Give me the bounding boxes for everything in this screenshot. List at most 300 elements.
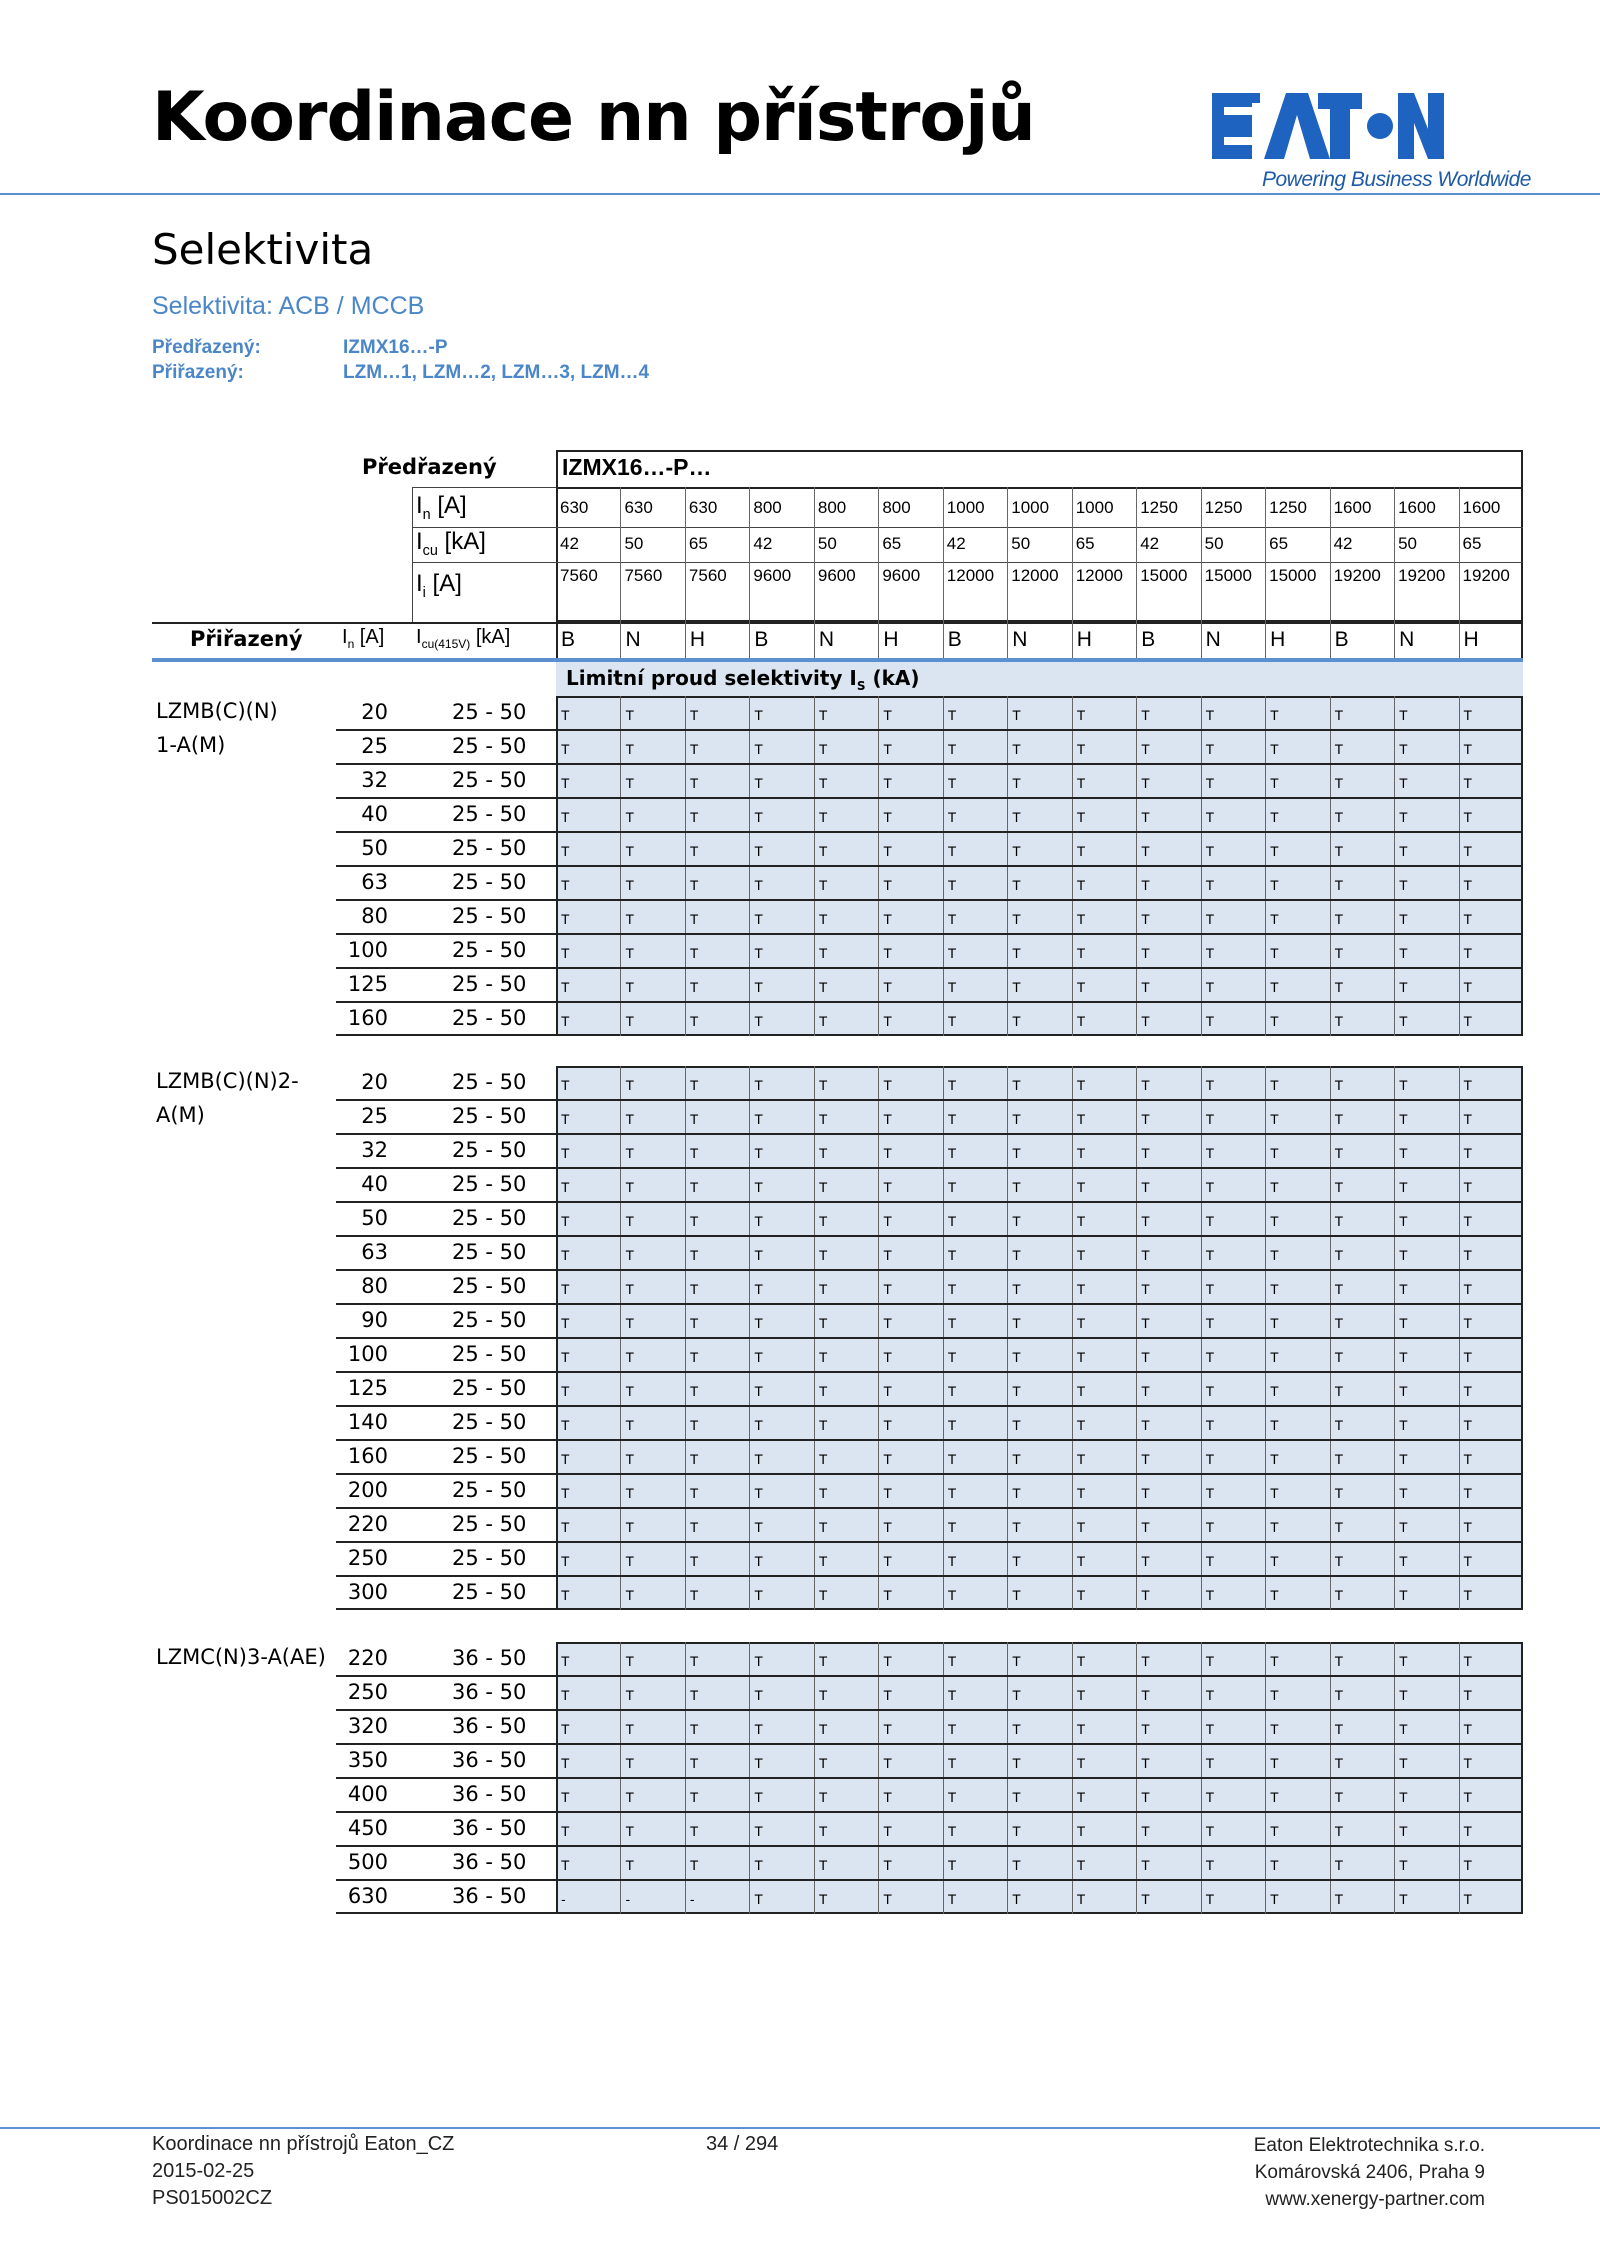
selectivity-cell: T	[1205, 1247, 1215, 1263]
footer-address: Komárovská 2406, Praha 9	[1254, 2162, 1485, 2183]
selectivity-cell: T	[1334, 1383, 1344, 1399]
selectivity-cell: T	[1141, 741, 1150, 757]
row-line	[336, 1201, 1523, 1203]
footer-page-number: 34 / 294	[706, 2133, 779, 2155]
group-name: LZMB(C)(N)	[156, 699, 278, 723]
upstream-icu-cell: 42	[560, 534, 579, 553]
selectivity-cell: T	[1334, 1721, 1344, 1737]
upstream-in-cell: 1250	[1269, 498, 1307, 517]
row-in: 350	[347, 1748, 388, 1772]
selectivity-cell: T	[1270, 945, 1279, 961]
selectivity-cell: T	[1463, 1383, 1473, 1399]
selectivity-cell: T	[1076, 1281, 1086, 1297]
selectivity-cell: T	[625, 1823, 635, 1839]
selectivity-cell: T	[947, 1553, 957, 1569]
selectivity-cell: T	[625, 1485, 635, 1501]
selectivity-cell: T	[1012, 1687, 1021, 1703]
selectivity-cell: T	[1012, 1857, 1021, 1873]
selectivity-cell: T	[561, 843, 570, 859]
upstream-icu-cell: 42	[753, 534, 773, 553]
upstream-icu-cell: 42	[1140, 534, 1160, 553]
selectivity-cell: T	[818, 1349, 828, 1365]
selectivity-cell: T	[689, 1721, 699, 1737]
selectivity-cell: T	[689, 1013, 699, 1029]
selectivity-cell: T	[689, 911, 699, 927]
selectivity-cell: T	[1205, 1315, 1215, 1331]
row-line	[336, 1879, 1523, 1881]
section-title: Selektivita	[152, 225, 374, 274]
selectivity-cell: T	[1270, 877, 1279, 893]
upstream-icu-cell: 50	[624, 534, 644, 553]
selectivity-cell: T	[1399, 775, 1408, 791]
selectivity-cell: T	[754, 911, 763, 927]
header-col-divider	[1330, 487, 1331, 622]
header-col-divider	[1394, 487, 1395, 622]
selectivity-cell: T	[947, 1789, 957, 1805]
selectivity-cell: T	[689, 741, 699, 757]
selectivity-cell: T	[561, 1013, 570, 1029]
selectivity-cell: T	[1399, 707, 1408, 723]
selectivity-cell: T	[754, 1315, 763, 1331]
selectivity-cell: T	[1463, 1721, 1473, 1737]
selectivity-cell: T	[1076, 1077, 1086, 1093]
row-in: 80	[361, 904, 388, 928]
selectivity-cell: T	[1076, 1587, 1086, 1603]
selectivity-cell: T	[1205, 1213, 1215, 1229]
row-icu: 25 - 50	[452, 972, 527, 996]
selectivity-cell: T	[1141, 1213, 1150, 1229]
selectivity-cell: T	[689, 979, 699, 995]
upstream-type-cell: N	[818, 628, 835, 651]
row-in: 630	[347, 1884, 388, 1908]
selectivity-cell: T	[1463, 979, 1473, 995]
selectivity-cell: T	[1399, 1383, 1408, 1399]
type-col-divider	[1459, 622, 1460, 658]
upstream-in-cell: 630	[688, 498, 718, 517]
selectivity-cell: T	[947, 1145, 957, 1161]
selectivity-cell: T	[561, 1349, 570, 1365]
selectivity-cell: T	[1076, 1145, 1086, 1161]
upstream-ii-cell: 15000	[1269, 566, 1317, 585]
upstream-type-cell: N	[1205, 628, 1221, 651]
row-in: 200	[347, 1478, 388, 1502]
selectivity-cell: T	[754, 1687, 763, 1703]
upstream-ii-cell: 15000	[1140, 566, 1188, 585]
upstream-in-cell: 1000	[1011, 498, 1050, 517]
upstream-ii-cell: 19200	[1333, 566, 1381, 585]
selectivity-cell: T	[754, 1823, 763, 1839]
selectivity-cell: T	[561, 1653, 570, 1669]
selectivity-cell: T	[883, 979, 892, 995]
selectivity-cell: T	[1270, 1349, 1279, 1365]
selectivity-cell: T	[1334, 1485, 1344, 1501]
selectivity-cell: T	[1076, 945, 1086, 961]
selectivity-cell: T	[1270, 1111, 1279, 1127]
selectivity-cell: T	[1270, 775, 1279, 791]
selectivity-cell: T	[818, 1891, 828, 1907]
selectivity-cell: T	[1012, 1213, 1021, 1229]
selectivity-cell: T	[689, 1587, 699, 1603]
header-col-divider	[943, 487, 944, 622]
selectivity-cell: T	[1463, 1013, 1473, 1029]
selectivity-cell: T	[754, 1721, 763, 1737]
selectivity-cell: T	[625, 1349, 635, 1365]
selectivity-cell: T	[1205, 1891, 1215, 1907]
selectivity-cell: T	[1141, 1179, 1150, 1195]
selectivity-cell: T	[625, 1687, 635, 1703]
selectivity-cell: T	[561, 1111, 570, 1127]
type-col-divider	[814, 622, 815, 658]
row-icu: 25 - 50	[452, 1546, 527, 1570]
selectivity-cell: T	[625, 741, 635, 757]
header-col-divider	[1007, 487, 1008, 622]
selectivity-cell: T	[1334, 1587, 1344, 1603]
in-row-label-subscript: n	[422, 506, 431, 523]
selectivity-cell: T	[754, 1417, 763, 1433]
selectivity-cell: T	[883, 911, 892, 927]
selectivity-cell: T	[1012, 809, 1021, 825]
selectivity-cell: T	[1270, 1553, 1279, 1569]
selectivity-cell: T	[1334, 1789, 1344, 1805]
selectivity-cell: T	[561, 1553, 570, 1569]
upstream-type-cell: H	[689, 628, 706, 651]
selectivity-cell: T	[625, 1179, 635, 1195]
row-icu: 25 - 50	[452, 1206, 527, 1230]
selectivity-cell: T	[947, 1013, 957, 1029]
selectivity-cell: T	[1205, 741, 1215, 757]
row-line	[336, 1269, 1523, 1271]
selectivity-cell: T	[689, 1111, 699, 1127]
selectivity-cell: T	[947, 1179, 957, 1195]
selectivity-cell: T	[625, 1789, 635, 1805]
selectivity-cell: T	[947, 1349, 957, 1365]
row-line	[336, 1541, 1523, 1543]
selectivity-cell: T	[1270, 1857, 1279, 1873]
upstream-icu-cell: 50	[1011, 534, 1031, 553]
selectivity-cell: T	[1141, 1721, 1150, 1737]
selectivity-cell: T	[1076, 775, 1086, 791]
selectivity-cell: T	[818, 1519, 828, 1535]
selectivity-cell: T	[1012, 1247, 1021, 1263]
icu-row-label	[416, 528, 486, 559]
selectivity-cell: T	[561, 1721, 570, 1737]
upstream-in-cell: 1600	[1333, 498, 1372, 517]
selectivity-cell: T	[561, 979, 570, 995]
selectivity-cell: T	[883, 1247, 892, 1263]
selectivity-cell: T	[754, 741, 763, 757]
selectivity-cell: T	[1141, 1013, 1150, 1029]
selectivity-cell: T	[883, 1823, 892, 1839]
selectivity-cell: T	[818, 843, 828, 859]
selectivity-cell: T	[883, 1653, 892, 1669]
selectivity-cell: T	[754, 1653, 763, 1669]
selectivity-cell: T	[1270, 1891, 1279, 1907]
row-icu: 25 - 50	[452, 1478, 527, 1502]
selectivity-cell: T	[625, 1013, 635, 1029]
row-icu: 25 - 50	[452, 1580, 527, 1604]
upstream-in-cell: 800	[817, 498, 847, 517]
selectivity-cell: T	[818, 1857, 828, 1873]
upstream-label: Předřazený:	[152, 337, 261, 358]
upstream-icu-cell: 42	[1333, 534, 1353, 553]
selectivity-cell: T	[1205, 775, 1215, 791]
selectivity-cell: T	[1334, 1653, 1344, 1669]
selectivity-cell: T	[1141, 979, 1150, 995]
selectivity-cell: T	[754, 1383, 763, 1399]
selectivity-cell: T	[689, 1653, 699, 1669]
upstream-type-cell: B	[561, 628, 576, 651]
selectivity-cell: T	[1270, 1077, 1279, 1093]
col-in-label-subscript: n	[347, 637, 355, 651]
selectivity-cell: T	[883, 1013, 892, 1029]
selectivity-cell: T	[1076, 979, 1086, 995]
selectivity-cell: -	[689, 1891, 695, 1907]
selectivity-cell: T	[754, 1145, 763, 1161]
selectivity-cell: T	[883, 1857, 892, 1873]
upstream-type-cell: B	[1141, 628, 1156, 651]
selectivity-cell: T	[1399, 1823, 1408, 1839]
selectivity-cell: T	[1141, 1519, 1150, 1535]
selectivity-cell: T	[625, 1451, 635, 1467]
selectivity-cell: T	[689, 1789, 699, 1805]
group-name-line2: A(M)	[156, 1103, 205, 1127]
section-subtitle: Selektivita: ACB / MCCB	[152, 292, 425, 320]
row-in: 32	[361, 768, 388, 792]
row-icu: 36 - 50	[452, 1646, 527, 1670]
selectivity-cell: T	[818, 1077, 828, 1093]
row-in: 220	[347, 1512, 388, 1536]
row-in: 80	[361, 1274, 388, 1298]
selectivity-cell: T	[1076, 1519, 1086, 1535]
selectivity-cell: T	[754, 1451, 763, 1467]
selectivity-cell: T	[561, 877, 570, 893]
selectivity-cell: T	[883, 1383, 892, 1399]
selectivity-cell: T	[561, 741, 570, 757]
row-icu: 25 - 50	[452, 1104, 527, 1128]
row-icu: 25 - 50	[452, 802, 527, 826]
selectivity-cell: T	[1076, 843, 1086, 859]
row-line	[336, 729, 1523, 731]
selectivity-cell: T	[689, 1553, 699, 1569]
header-row-line-top	[412, 487, 556, 488]
selectivity-cell: T	[1141, 1553, 1150, 1569]
upstream-type-cell: H	[1270, 628, 1286, 651]
selectivity-cell: T	[1334, 1077, 1344, 1093]
upstream-in-cell: 1000	[1075, 498, 1114, 517]
selectivity-cell: T	[1270, 1823, 1279, 1839]
upstream-type-cell: B	[754, 628, 769, 651]
selectivity-cell: T	[1399, 877, 1408, 893]
footer-company: Eaton Elektrotechnika s.r.o.	[1253, 2135, 1485, 2156]
row-icu: 36 - 50	[452, 1782, 527, 1806]
selectivity-cell: T	[689, 1179, 699, 1195]
type-row-left	[556, 622, 558, 658]
selectivity-cell: T	[1141, 1247, 1150, 1263]
row-in: 32	[361, 1138, 388, 1162]
selectivity-cell: T	[883, 1179, 892, 1195]
selectivity-cell: T	[1463, 1111, 1473, 1127]
header-col-divider	[1201, 487, 1202, 622]
upstream-in-cell: 1000	[946, 498, 985, 517]
selectivity-cell: T	[1205, 1383, 1215, 1399]
upstream-ii-cell: 19200	[1398, 566, 1446, 585]
selectivity-cell: T	[1270, 1587, 1279, 1603]
selectivity-cell: T	[947, 1687, 957, 1703]
selectivity-cell: T	[1012, 1145, 1021, 1161]
upstream-icu-cell: 50	[1204, 534, 1224, 553]
selectivity-cell: T	[1076, 809, 1086, 825]
row-icu: 36 - 50	[452, 1680, 527, 1704]
ii-row-label-subscript: i	[422, 584, 426, 601]
selectivity-cell: T	[689, 1687, 699, 1703]
selectivity-cell: T	[561, 1823, 570, 1839]
selectivity-cell: T	[1463, 1451, 1473, 1467]
selectivity-cell: T	[1334, 1687, 1344, 1703]
selectivity-cell: T	[625, 1213, 635, 1229]
selectivity-cell: T	[1270, 1383, 1279, 1399]
row-line	[336, 1337, 1523, 1339]
selectivity-cell: T	[883, 843, 892, 859]
page-title: Koordinace nn přístrojů	[152, 78, 1035, 157]
row-line	[336, 1743, 1523, 1745]
selectivity-cell: T	[1141, 877, 1150, 893]
upstream-in-cell: 630	[624, 498, 653, 517]
row-line-last	[336, 1912, 556, 1914]
selectivity-cell: T	[818, 1755, 828, 1771]
selectivity-cell: T	[754, 1553, 763, 1569]
selectivity-cell: T	[818, 1247, 828, 1263]
selectivity-cell: T	[1012, 1111, 1021, 1127]
row-line	[336, 763, 1523, 765]
selectivity-cell: T	[1399, 1451, 1408, 1467]
selectivity-cell: T	[1399, 1281, 1408, 1297]
selectivity-cell: T	[883, 1145, 892, 1161]
selectivity-cell: T	[561, 1247, 570, 1263]
row-in: 300	[347, 1580, 388, 1604]
selectivity-cell: T	[1205, 1653, 1215, 1669]
selectivity-cell: T	[883, 1553, 892, 1569]
icu-row-label-subscript: cu	[422, 542, 438, 559]
row-line-last	[336, 1608, 556, 1610]
selectivity-cell: T	[1463, 1077, 1473, 1093]
selectivity-cell: T	[883, 1587, 892, 1603]
selectivity-cell: T	[883, 707, 892, 723]
selectivity-cell: T	[754, 1519, 763, 1535]
upstream-icu-cell: 65	[688, 534, 708, 553]
selectivity-cell: T	[1012, 1451, 1021, 1467]
selectivity-cell: T	[947, 1891, 957, 1907]
selectivity-cell: T	[754, 809, 763, 825]
selectivity-cell: T	[625, 1857, 635, 1873]
upstream-icu-cell: 65	[1462, 534, 1482, 553]
selectivity-cell: T	[883, 1077, 892, 1093]
type-col-divider	[1394, 622, 1395, 658]
upstream-icu-cell: 65	[1075, 534, 1095, 553]
selectivity-cell: T	[883, 1485, 892, 1501]
selectivity-cell: T	[689, 775, 699, 791]
row-in: 20	[361, 1070, 388, 1094]
selectivity-cell: T	[625, 1721, 635, 1737]
selectivity-cell: T	[1270, 1179, 1279, 1195]
row-line	[336, 1507, 1523, 1509]
selectivity-cell: T	[818, 1451, 828, 1467]
selectivity-cell: T	[883, 775, 892, 791]
selectivity-cell: T	[1205, 1553, 1215, 1569]
selectivity-cell: T	[625, 1755, 635, 1771]
selectivity-cell: T	[947, 1213, 957, 1229]
ii-row-label-symbol: I	[416, 570, 423, 597]
row-icu: 25 - 50	[452, 1138, 527, 1162]
row-line-last	[336, 1034, 556, 1036]
selectivity-cell: T	[689, 1315, 699, 1331]
selectivity-cell: T	[1270, 1315, 1279, 1331]
row-icu: 25 - 50	[452, 768, 527, 792]
selectivity-cell: T	[818, 979, 828, 995]
selectivity-cell: T	[1012, 1755, 1021, 1771]
selectivity-cell: T	[1463, 1213, 1473, 1229]
selectivity-cell: T	[1012, 1349, 1021, 1365]
selectivity-cell: T	[1334, 1891, 1344, 1907]
selectivity-cell: T	[754, 1891, 763, 1907]
upstream-ii-cell: 12000	[946, 566, 995, 585]
selectivity-cell: T	[1463, 877, 1473, 893]
selectivity-cell: T	[754, 979, 763, 995]
selectivity-cell: T	[689, 1519, 699, 1535]
selectivity-cell: T	[754, 707, 763, 723]
selectivity-cell: T	[1463, 741, 1473, 757]
selectivity-cell: T	[625, 1315, 635, 1331]
selectivity-cell: T	[1076, 1789, 1086, 1805]
row-in: 400	[347, 1782, 388, 1806]
selectivity-cell: T	[625, 1653, 635, 1669]
selectivity-cell: T	[1076, 707, 1086, 723]
upstream-ii-cell: 7560	[560, 566, 598, 585]
type-col-divider	[685, 622, 686, 658]
header-label-vline	[412, 487, 413, 622]
selectivity-cell: T	[625, 877, 635, 893]
selectivity-cell: T	[1205, 1857, 1215, 1873]
selectivity-cell: T	[1399, 979, 1408, 995]
selectivity-cell: T	[1141, 1145, 1150, 1161]
row-in: 40	[361, 802, 388, 826]
selectivity-cell: T	[561, 1755, 570, 1771]
selectivity-cell: T	[1399, 911, 1408, 927]
downstream-label: Přiřazený:	[152, 362, 244, 383]
selectivity-cell: T	[625, 1519, 635, 1535]
selectivity-cell: T	[947, 1247, 957, 1263]
row-line	[336, 933, 1523, 935]
selectivity-cell: T	[1205, 809, 1215, 825]
selectivity-cell: T	[1141, 1823, 1150, 1839]
selectivity-cell: T	[818, 809, 828, 825]
selectivity-cell: T	[625, 1281, 635, 1297]
row-line	[336, 1473, 1523, 1475]
selectivity-cell: T	[947, 1587, 957, 1603]
selectivity-cell: T	[1334, 1315, 1344, 1331]
selectivity-cell: T	[1012, 1587, 1021, 1603]
upstream-type-cell: H	[1463, 628, 1479, 651]
selectivity-cell: T	[1205, 1687, 1215, 1703]
row-icu: 25 - 50	[452, 938, 527, 962]
selectivity-cell: T	[947, 1111, 957, 1127]
selectivity-cell: T	[1399, 1519, 1408, 1535]
selectivity-cell: T	[818, 1587, 828, 1603]
selectivity-cell: T	[1399, 741, 1408, 757]
selectivity-cell: T	[818, 1315, 828, 1331]
selectivity-cell: T	[818, 1653, 828, 1669]
col-icu-label-unit: [kA]	[470, 626, 511, 648]
selectivity-cell: T	[1205, 945, 1215, 961]
